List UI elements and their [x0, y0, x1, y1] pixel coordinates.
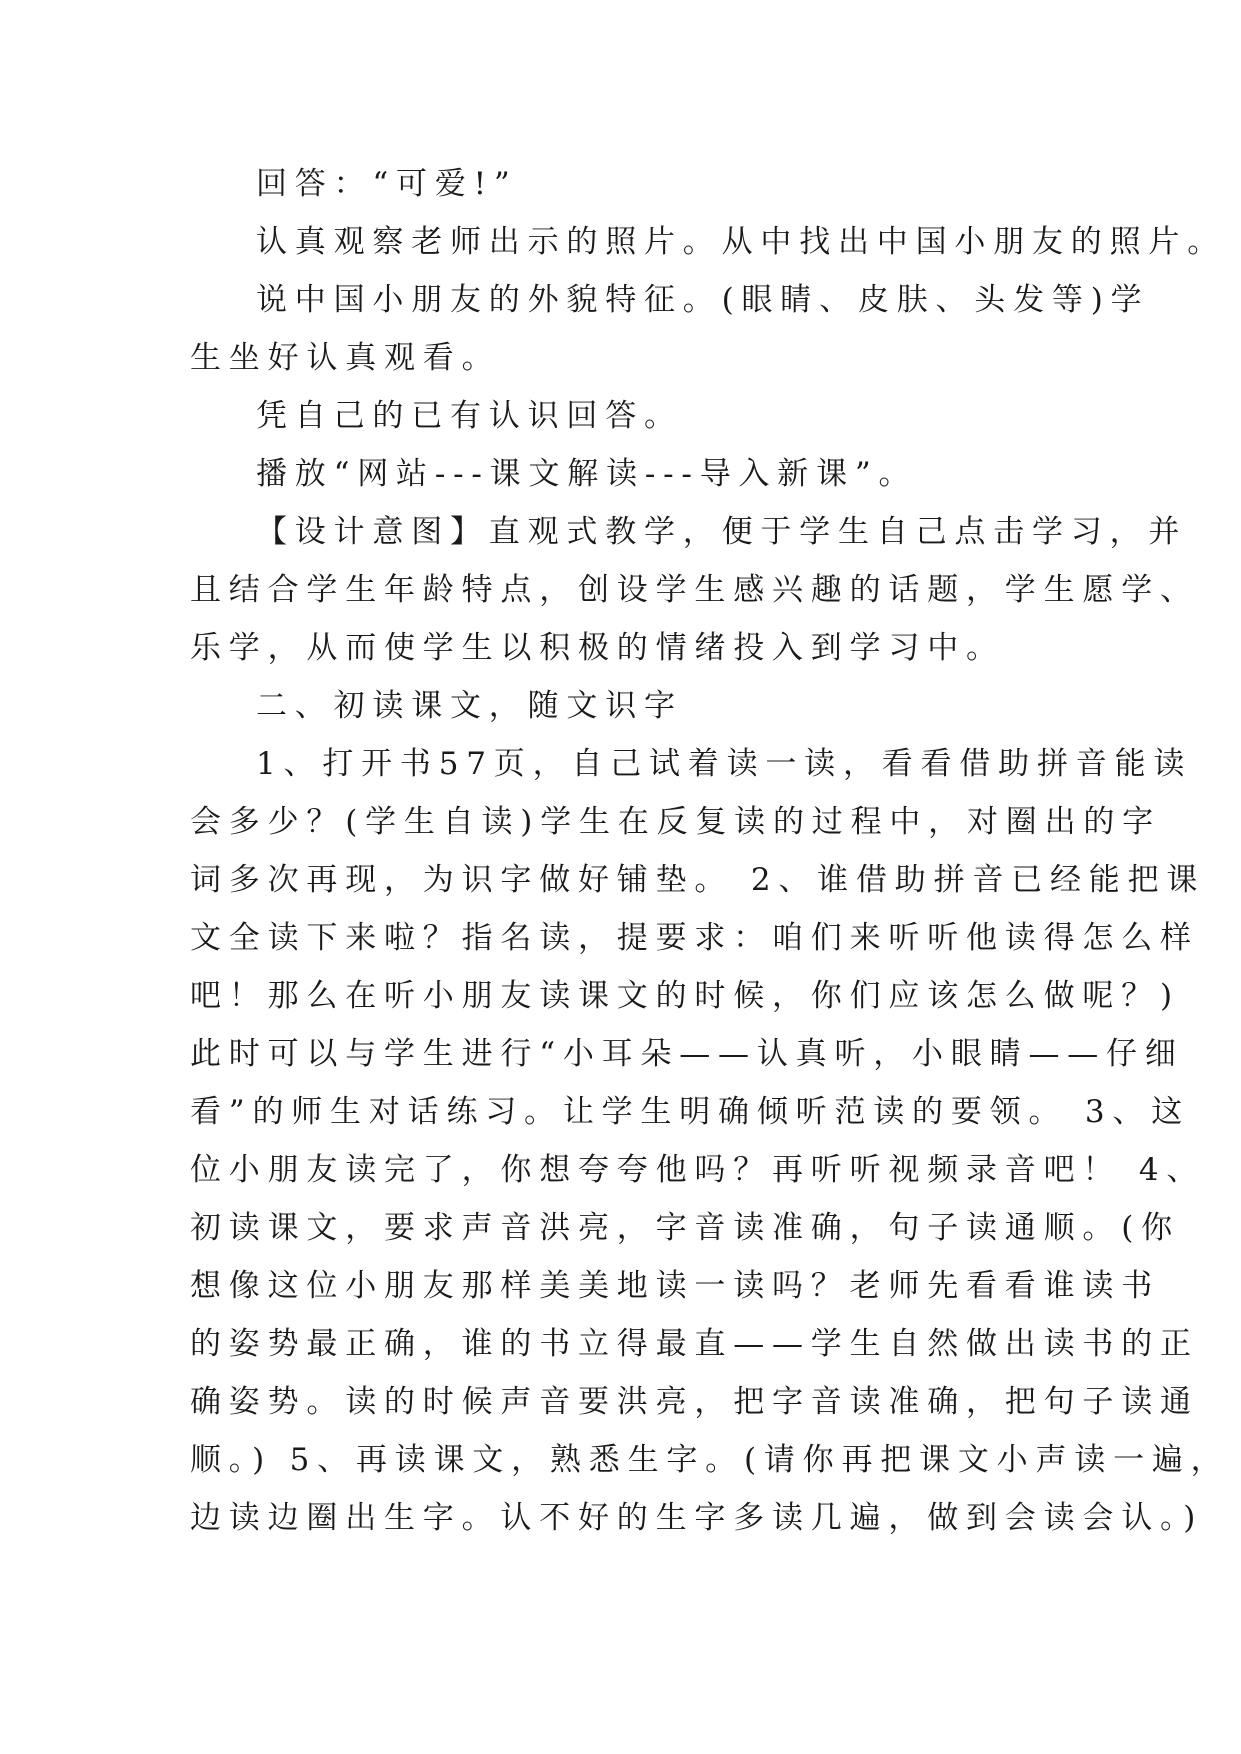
text-line: 生坐好认真观看。: [190, 340, 501, 376]
text-line: 1、打开书57页，自己试着读一读，看看借助拼音能读: [256, 746, 1193, 782]
text-line: 此时可以与学生进行“小耳朵——认真听，小眼睛——仔细: [190, 1036, 1184, 1072]
text-line: 【设计意图】直观式教学，便于学生自己点击学习，并: [256, 514, 1188, 550]
text-line: 位小朋友读完了，你想夸夸他吗？再听听视频录音吧！ 4、: [190, 1152, 1206, 1188]
section-heading: 二、初读课文，随文识字: [256, 688, 683, 724]
text-line: 凭自己的已有认识回答。: [256, 398, 683, 434]
text-line: 看”的师生对话练习。让学生明确倾听范读的要领。 3、这: [190, 1094, 1191, 1130]
text-line: 词多次再现，为识字做好铺垫。 2、谁借助拼音已经能把课: [190, 862, 1206, 898]
text-line: 回答：“可爱!”: [256, 166, 518, 202]
text-line: 文全读下来啦？指名读，提要求：咱们来听听他读得怎么样: [190, 920, 1199, 956]
text-line: 初读课文，要求声音洪亮，字音读准确，句子读通顺。(你: [190, 1210, 1180, 1246]
text-line: 的姿势最正确，谁的书立得最直——学生自然做出读书的正: [190, 1326, 1199, 1362]
text-line: 认真观察老师出示的照片。从中找出中国小朋友的照片。: [256, 224, 1226, 260]
document-body: [190, 155, 1230, 1547]
text-line: 且结合学生年龄特点，创设学生感兴趣的话题，学生愿学、: [190, 572, 1199, 608]
text-line: 边读边圈出生字。认不好的生字多读几遍，做到会读会认。): [190, 1500, 1204, 1536]
text-line: 确姿势。读的时候声音要洪亮，把字音读准确，把句子读通: [190, 1384, 1199, 1420]
text-line: 顺。) 5、再读课文，熟悉生字。(请你再把课文小声读一遍，: [190, 1442, 1230, 1478]
text-line: 播放“网站---课文解读---导入新课”。: [256, 456, 918, 492]
text-line: 会多少？(学生自读)学生在反复读的过程中，对圈出的字: [190, 804, 1161, 840]
text-line: 说中国小朋友的外貌特征。(眼睛、皮肤、头发等)学: [256, 282, 1150, 318]
text-line: 吧！那么在听小朋友读课文的时候，你们应该怎么做呢？): [190, 978, 1180, 1014]
text-line: 乐学，从而使学生以积极的情绪投入到学习中。: [190, 630, 1005, 666]
text-line: 想像这位小朋友那样美美地读一读吗？老师先看看谁读书: [190, 1268, 1160, 1304]
